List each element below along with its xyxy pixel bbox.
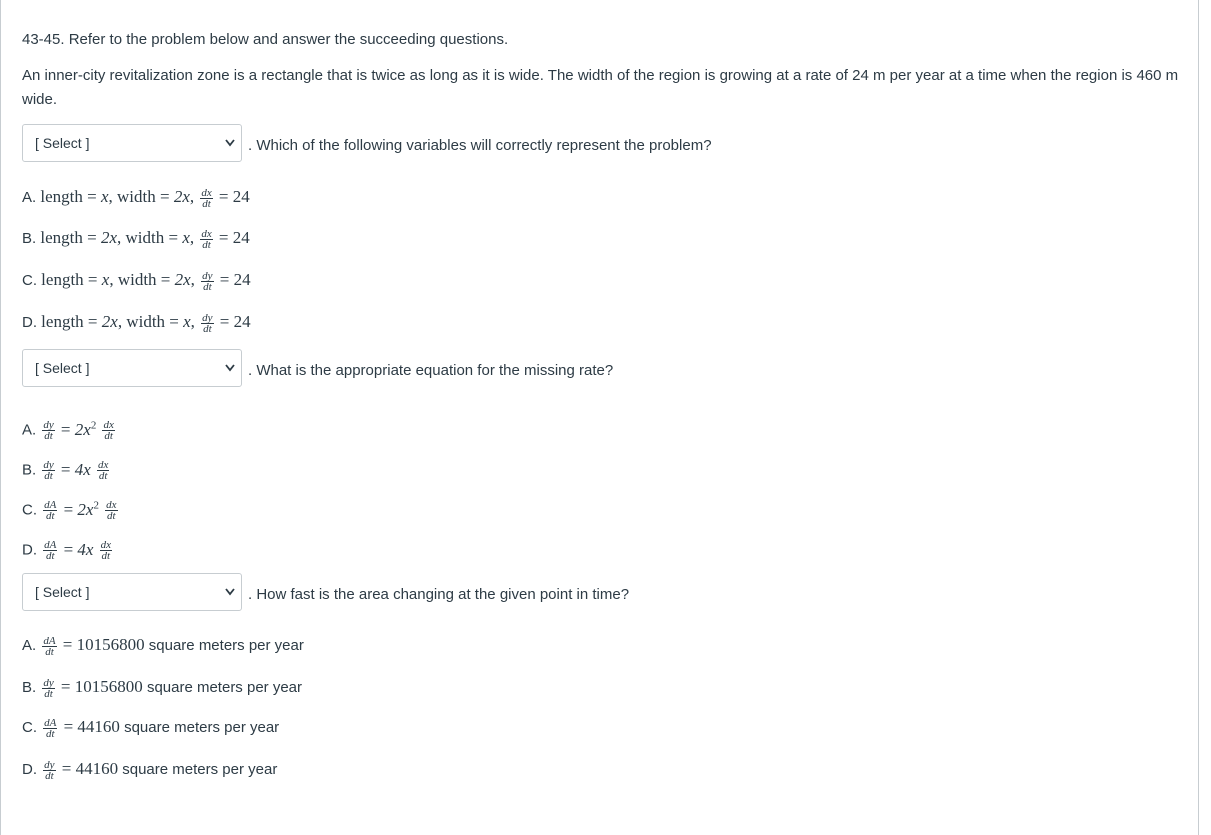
option-1b: B. length = 2x, width = x, $\frac{dx}{dt}$ = 24: [22, 227, 250, 251]
option-3c: C. $\frac{dA}{dt}$ = 44160 square meters per year: [22, 716, 280, 740]
select-value: [ Select ]: [35, 135, 90, 151]
option-2a: A. $\frac{dy}{dt}$ = $2x^2$ $\frac{dx}{dt}$: [22, 419, 114, 443]
question-prompt-2: . What is the appropriate equation for the missing rate?: [248, 362, 614, 379]
question-header: 43-45. Refer to the problem below and answer the succeeding questions.: [22, 31, 509, 48]
problem-statement: An inner-city revitalization zone is a rectangle that is twice as long as it is wide. The width of the region is growing at a rate of 24 m per year at a time when the region is 460 m wide.: [22, 67, 1179, 108]
option-2c: C. $\frac{dA}{dt}$ = $2x^2$ $\frac{dx}{dt}$: [22, 499, 117, 523]
option-2b: B. $\frac{dy}{dt}$ = 4x $\frac{dx}{dt}$: [22, 459, 109, 483]
option-3a: A. $\frac{dA}{dt}$ = 10156800 square meters per year: [22, 634, 304, 658]
option-1d: D. length = 2x, width = x, $\frac{dy}{dt}$ = 24: [22, 311, 251, 335]
select-value: [ Select ]: [35, 584, 90, 600]
question-prompt-3: . How fast is the area changing at the given point in time?: [248, 586, 630, 603]
chevron-down-icon: [225, 588, 235, 596]
select-value: [ Select ]: [35, 360, 90, 376]
select-dropdown-1[interactable]: [22, 124, 242, 162]
option-3b: B. $\frac{dy}{dt}$ = 10156800 square meters per year: [22, 676, 303, 700]
chevron-down-icon: [225, 139, 235, 147]
chevron-down-icon: [225, 364, 235, 372]
option-1a: A. length = x, width = 2x, $\frac{dx}{dt}$ = 24: [22, 186, 250, 210]
option-2d: D. $\frac{dA}{dt}$ = 4x $\frac{dx}{dt}$: [22, 539, 112, 563]
question-prompt-1: . Which of the following variables will correctly represent the problem?: [248, 137, 712, 154]
select-dropdown-2[interactable]: [22, 349, 242, 387]
option-3d: D. $\frac{dy}{dt}$ = 44160 square meters per year: [22, 758, 278, 782]
select-dropdown-3[interactable]: [22, 573, 242, 611]
option-1c: C. length = x, width = 2x, $\frac{dy}{dt}$ = 24: [22, 269, 251, 293]
